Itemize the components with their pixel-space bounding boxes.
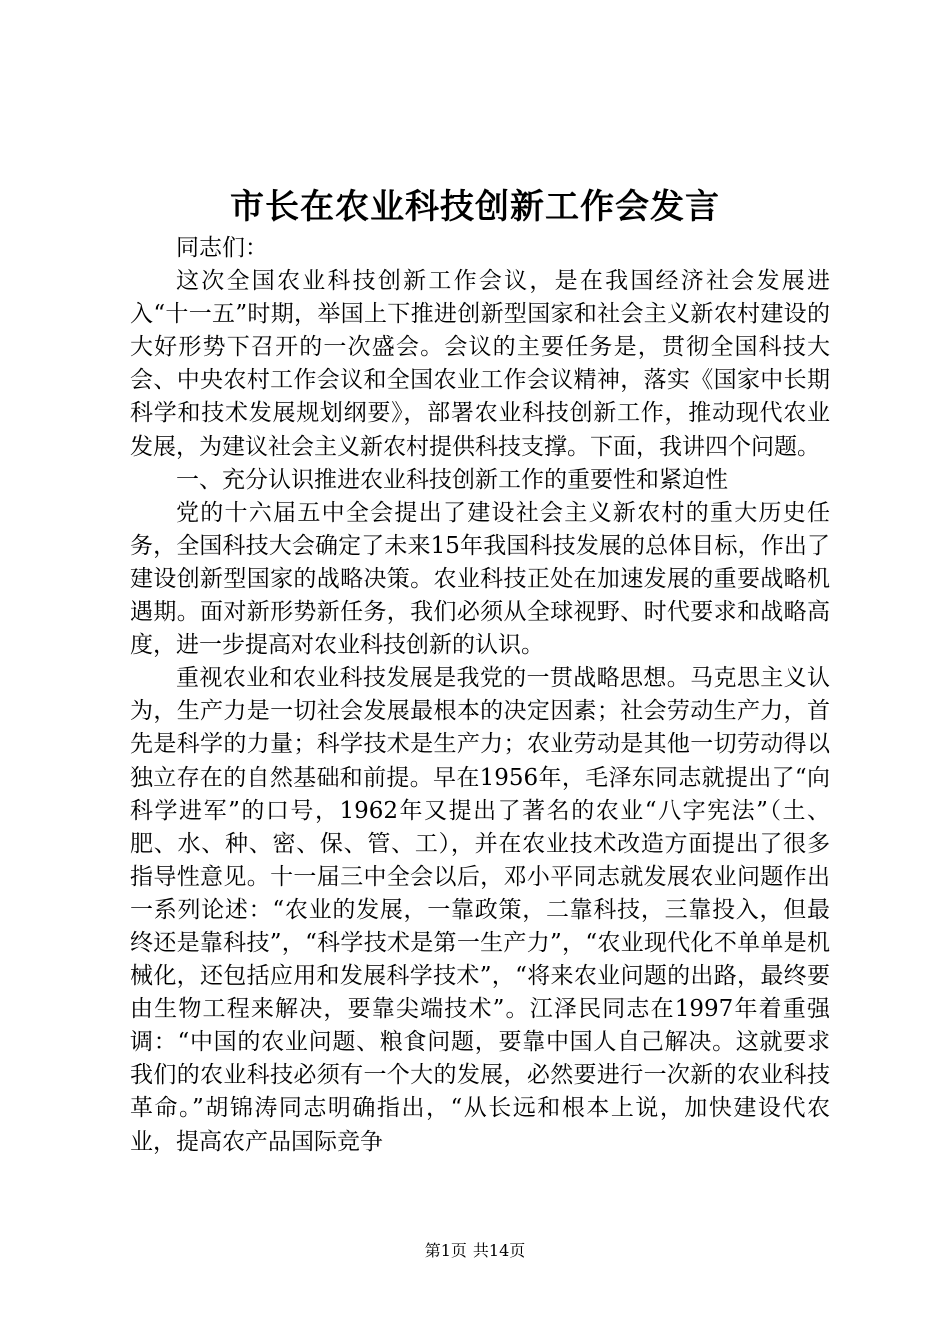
- document-body: [130, 232, 830, 1159]
- paragraph-3: 重视农业和农业科技发展是我党的一贯战略思想。马克思主义认为，生产力是一切社会发展最根本的决定因素；社会劳动生产力，首先是科学的力量；科学技术是生产力；农业劳动是其他一切劳动得以独立存在的自然基础和前提。早在1956年，毛泽东同志就提出了“向科学进军”的口号，1962年又提出了著名的农业“八字宪法”（土、肥、水、种、密、保、管、工），并在农业技术改造方面提出了很多指导性意见。十一届三中全会以后，邓小平同志就发展农业问题作出一系列论述：“农业的发展，一靠政策，二靠科技，三靠投入，但最终还是靠科技”，“科学技术是第一生产力”，“农业现代化不单单是机械化，还包括应用和发展科学技术”，“将来农业问题的出路，最终要由生物工程来解决，要靠尖端技术”。江泽民同志在1997年着重强调：“中国的农业问题、粮食问题，要靠中国人自己解决。这就要求我们的农业科技必须有一个大的发展，必然要进行一次新的农业科技革命。”胡锦涛同志明确指出，“从长远和根本上说，加快建设代农业，提高农产品国际竞争: [130, 665, 830, 1155]
- page-footer: [0, 1240, 950, 1262]
- page-number: 第1页: [424, 1241, 467, 1260]
- paragraph-intro: 这次全国农业科技创新工作会议，是在我国经济社会发展进入“十一五”时期，举国上下推进创新型国家和社会主义新农村建设的大好形势下召开的一次盛会。会议的主要任务是，贯彻全国科技大会、中央农村工作会议和全国农业工作会议精神，落实《国家中长期科学和技术发展规划纲要》，部署农业科技创新工作，推动现代农业发展，为建议社会主义新农村提供科技支撑。下面，我讲四个问题。: [130, 268, 830, 460]
- paragraph-2: 党的十六届五中全会提出了建设社会主义新农村的重大历史任务，全国科技大会确定了未来15年我国科技发展的总体目标，作出了建设创新型国家的战略决策。农业科技正处在加速发展的重要战略机遇期。面对新形势新任务，我们必须从全球视野、时代要求和战略高度，进一步提高对农业科技创新的认识。: [130, 499, 830, 659]
- page-total: 共14页: [472, 1241, 526, 1260]
- salutation: 同志们：: [176, 235, 268, 261]
- section-heading-1: 一、充分认识推进农业科技创新工作的重要性和紧迫性: [176, 466, 728, 493]
- document-title: 市长在农业科技创新工作会发言: [230, 187, 720, 227]
